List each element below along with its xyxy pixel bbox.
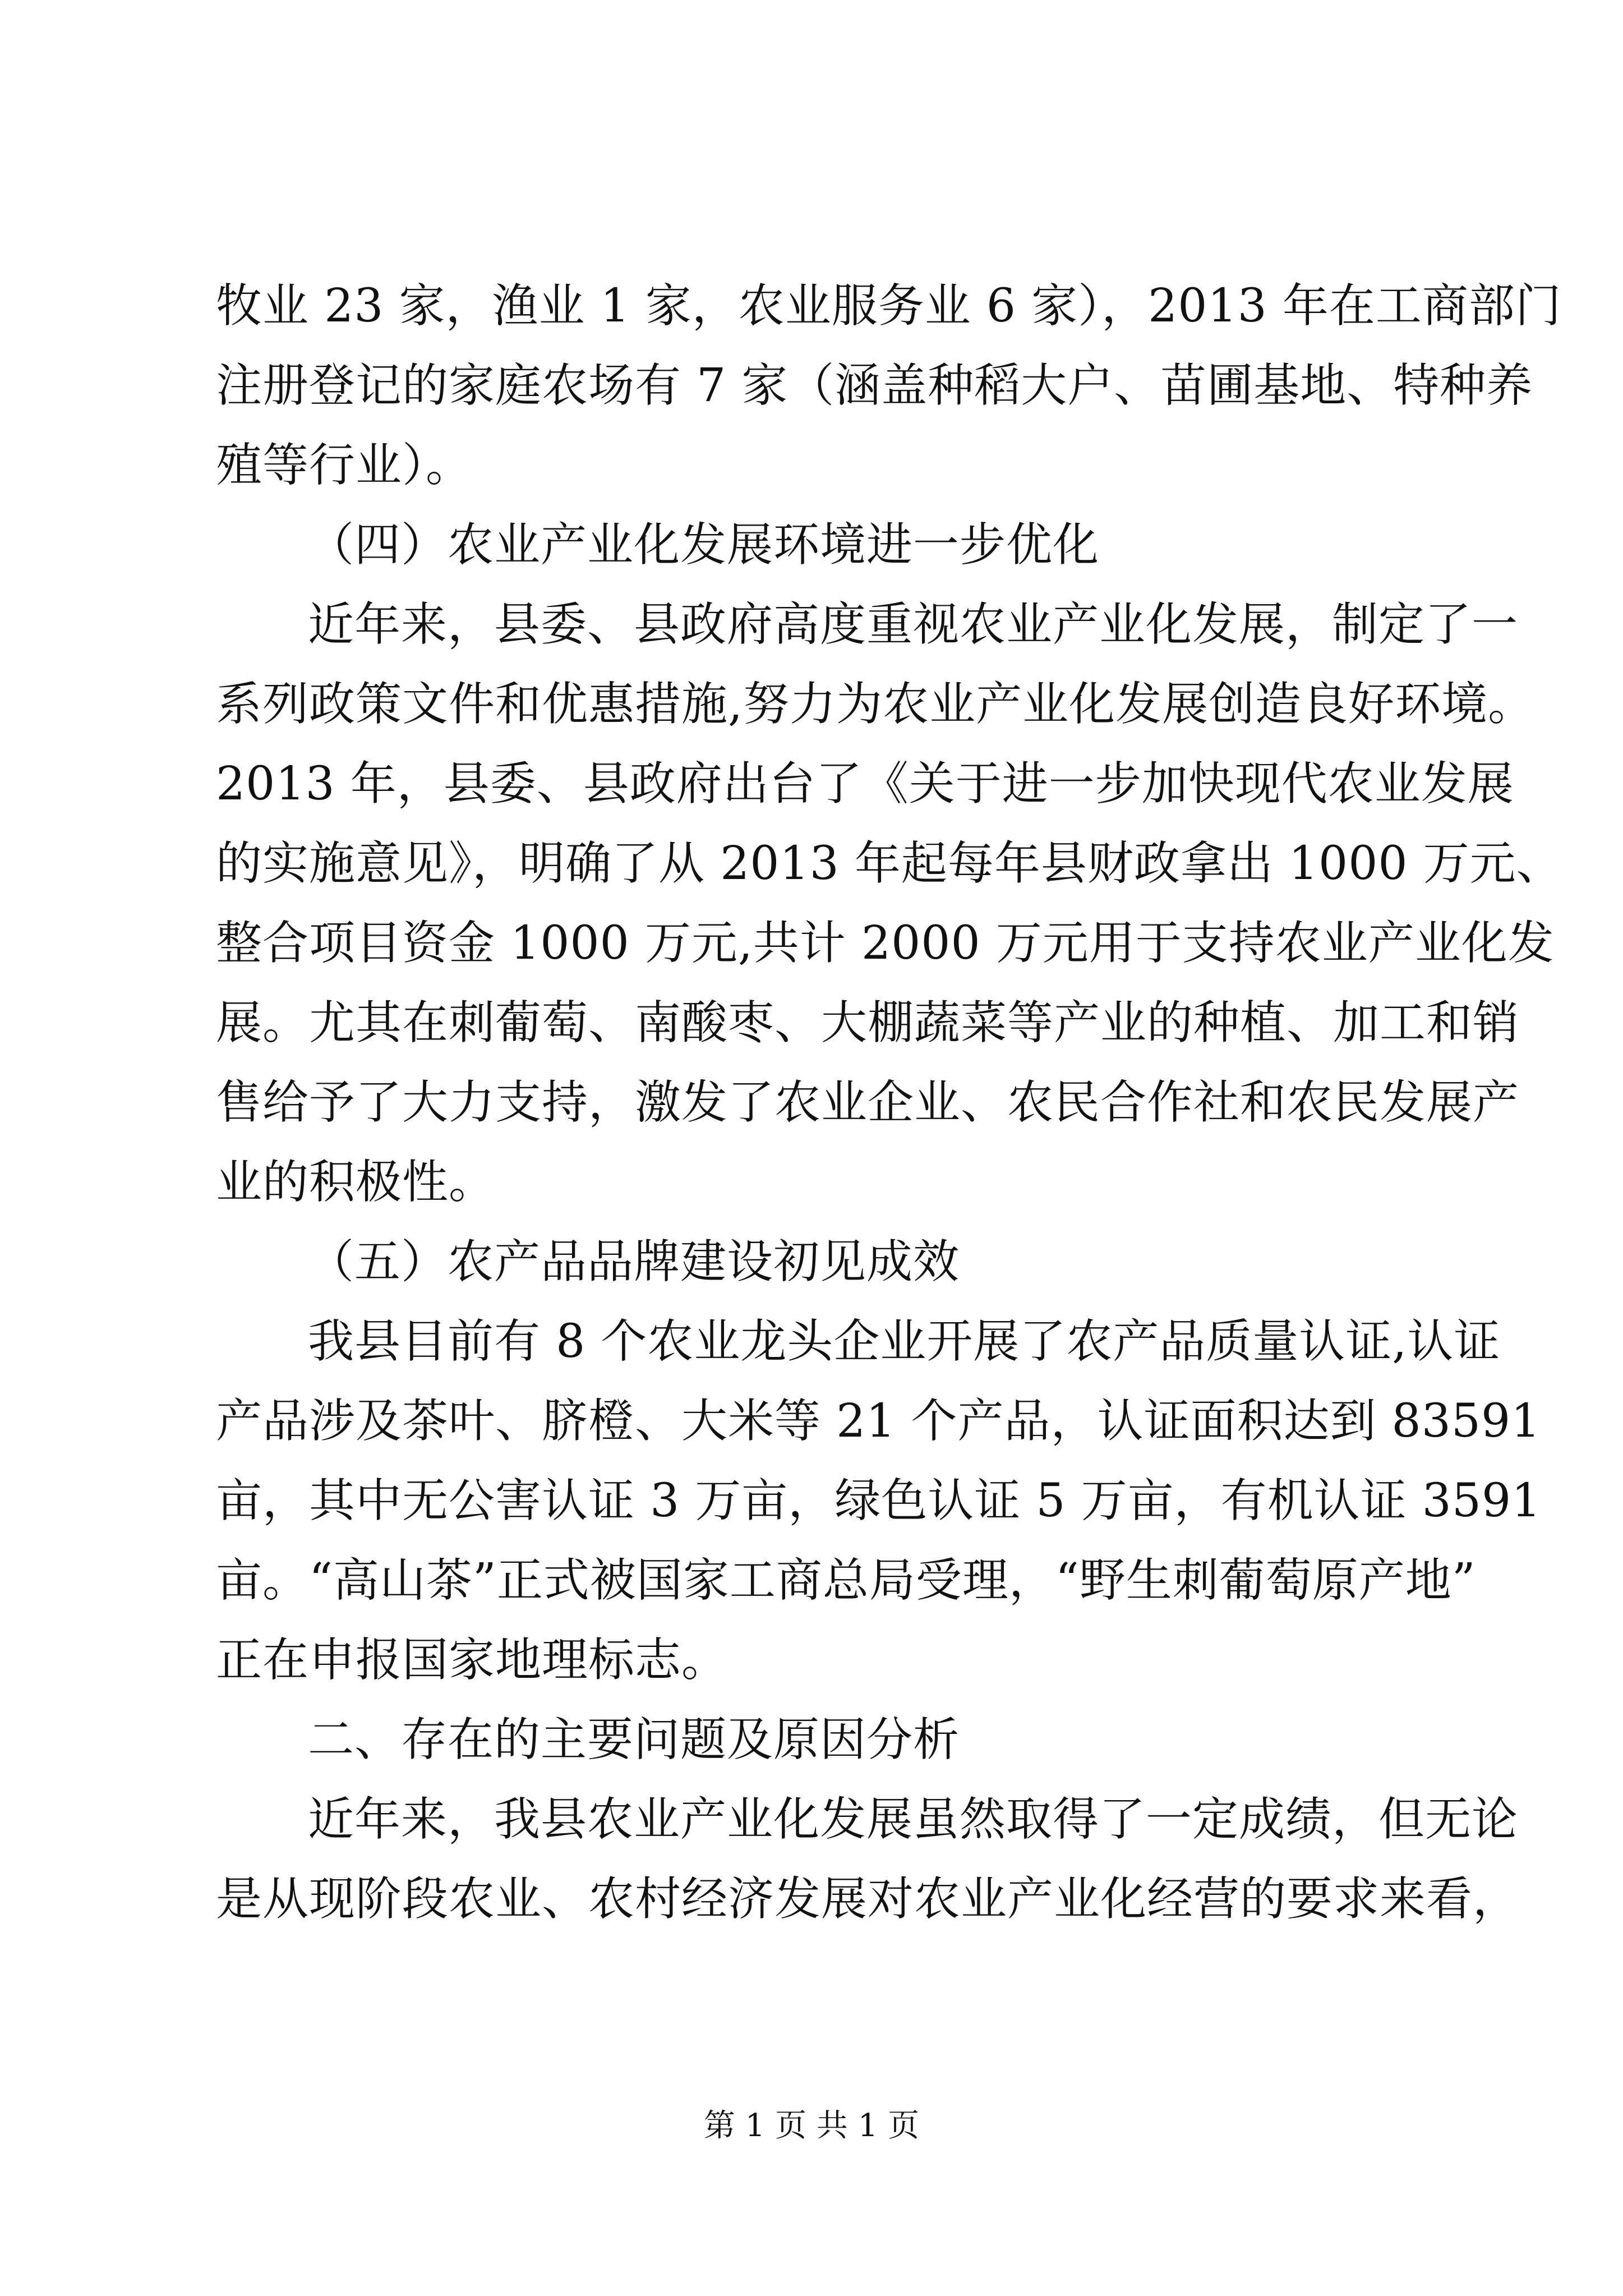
paragraph-first-line: 我县目前有 8 个农业龙头企业开展了农产品质量认证,认证 — [308, 1315, 1501, 1368]
section-heading: （四）农业产业化发展环境进一步优化 — [308, 518, 1100, 572]
body-line: 系列政策文件和优惠措施,努力为农业产业化发展创造良好环境。 — [216, 678, 1535, 731]
body-line: 售给予了大力支持，激发了农业企业、农民合作社和农民发展产 — [216, 1076, 1520, 1129]
page-number: 第 1 页 共 1 页 — [703, 2108, 920, 2144]
document-body — [216, 266, 1563, 1939]
body-line: 展。尤其在刺葡萄、南酸枣、大棚蔬菜等产业的种植、加工和销 — [216, 996, 1520, 1050]
body-line: 注册登记的家庭农场有 7 家（涵盖种稻大户、苗圃基地、特种养 — [216, 359, 1533, 412]
body-line: 2013 年，县委、县政府出台了《关于进一步加快现代农业发展 — [216, 757, 1514, 811]
body-line: 牧业 23 家，渔业 1 家，农业服务业 6 家），2013 年在工商部门 — [216, 279, 1562, 333]
page-footer — [0, 2106, 1623, 2146]
paragraph-first-line: 近年来，我县农业产业化发展虽然取得了一定成绩，但无论 — [308, 1793, 1519, 1846]
body-line: 整合项目资金 1000 万元,共计 2000 万元用于支持农业产业化发 — [216, 917, 1555, 970]
paragraph-first-line: 近年来，县委、县政府高度重视农业产业化发展，制定了一 — [308, 598, 1519, 651]
body-line: 业的积极性。 — [216, 1156, 496, 1209]
body-line: 正在申报国家地理标志。 — [216, 1634, 728, 1687]
body-line: 的实施意见》，明确了从 2013 年起每年县财政拿出 1000 万元、 — [216, 837, 1563, 890]
section-heading: 二、存在的主要问题及原因分析 — [308, 1713, 960, 1766]
section-heading: （五）农产品品牌建设初见成效 — [308, 1235, 960, 1289]
body-line: 亩。“高山茶”正式被国家工商总局受理，“野生刺葡萄原产地” — [216, 1554, 1476, 1607]
body-line: 亩，其中无公害认证 3 万亩，绿色认证 5 万亩，有机认证 3591 — [216, 1474, 1542, 1527]
body-line: 产品涉及茶叶、脐橙、大米等 21 个产品，认证面积达到 83591 — [216, 1395, 1541, 1448]
body-line: 是从现阶段农业、农村经济发展对农业产业化经营的要求来看， — [216, 1872, 1520, 1926]
body-line: 殖等行业）。 — [216, 439, 473, 492]
